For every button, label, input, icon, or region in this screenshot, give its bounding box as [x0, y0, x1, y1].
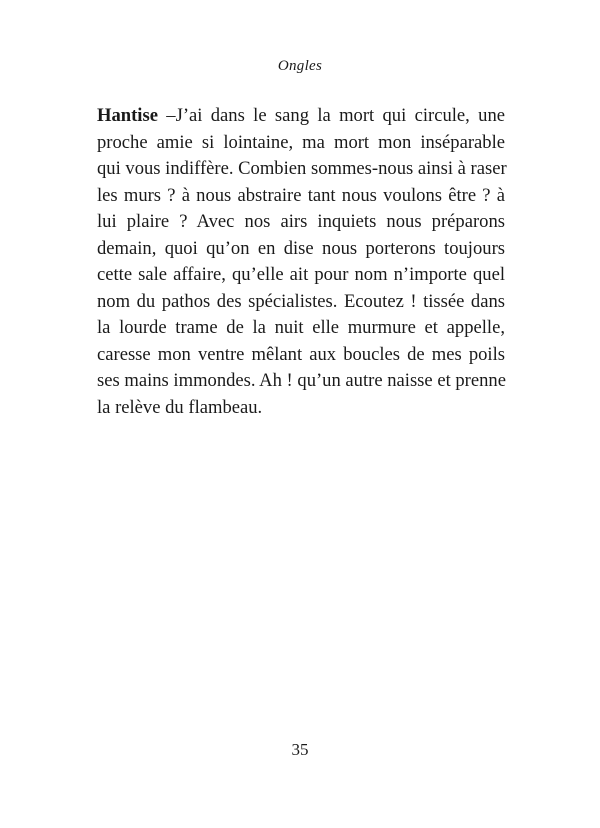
text-line-8: nom du pathos des spécialistes. Ecoutez ! tissée dans: [97, 290, 505, 312]
page-number: 35: [291, 740, 309, 759]
text-line-3: qui vous indiffère. Combien sommes-nous ainsi à raser: [97, 158, 507, 179]
running-head: Ongles: [277, 58, 323, 74]
body-paragraph: [97, 103, 505, 421]
text-line-10: caresse mon ventre mêlant aux boucles de mes poils: [97, 343, 505, 365]
text-line-1: [97, 103, 505, 130]
text-line-5: lui plaire ? Avec nos airs inquiets nous préparons: [97, 211, 505, 232]
text-line-4: les murs ? à nous abstraire tant nous voulons être ? à: [97, 184, 505, 206]
text-line-2: proche amie si lointaine, ma mort mon inséparable: [97, 131, 505, 153]
text-line-1-rest: –J’ai dans le sang la mort qui circule, une: [157, 105, 505, 126]
text-line-11: ses mains immondes. Ah ! qu’un autre naisse et prenne: [97, 370, 506, 391]
text-line-7: cette sale affaire, qu’elle ait pour nom n’importe quel: [97, 264, 505, 285]
text-line-12: la relève du flambeau.: [97, 396, 263, 418]
text-line-6: demain, quoi qu’on en dise nous porterons toujours: [97, 237, 505, 259]
text-line-9: la lourde trame de la nuit elle murmure et appelle,: [97, 317, 505, 338]
lead-word: Hantise: [97, 105, 158, 126]
